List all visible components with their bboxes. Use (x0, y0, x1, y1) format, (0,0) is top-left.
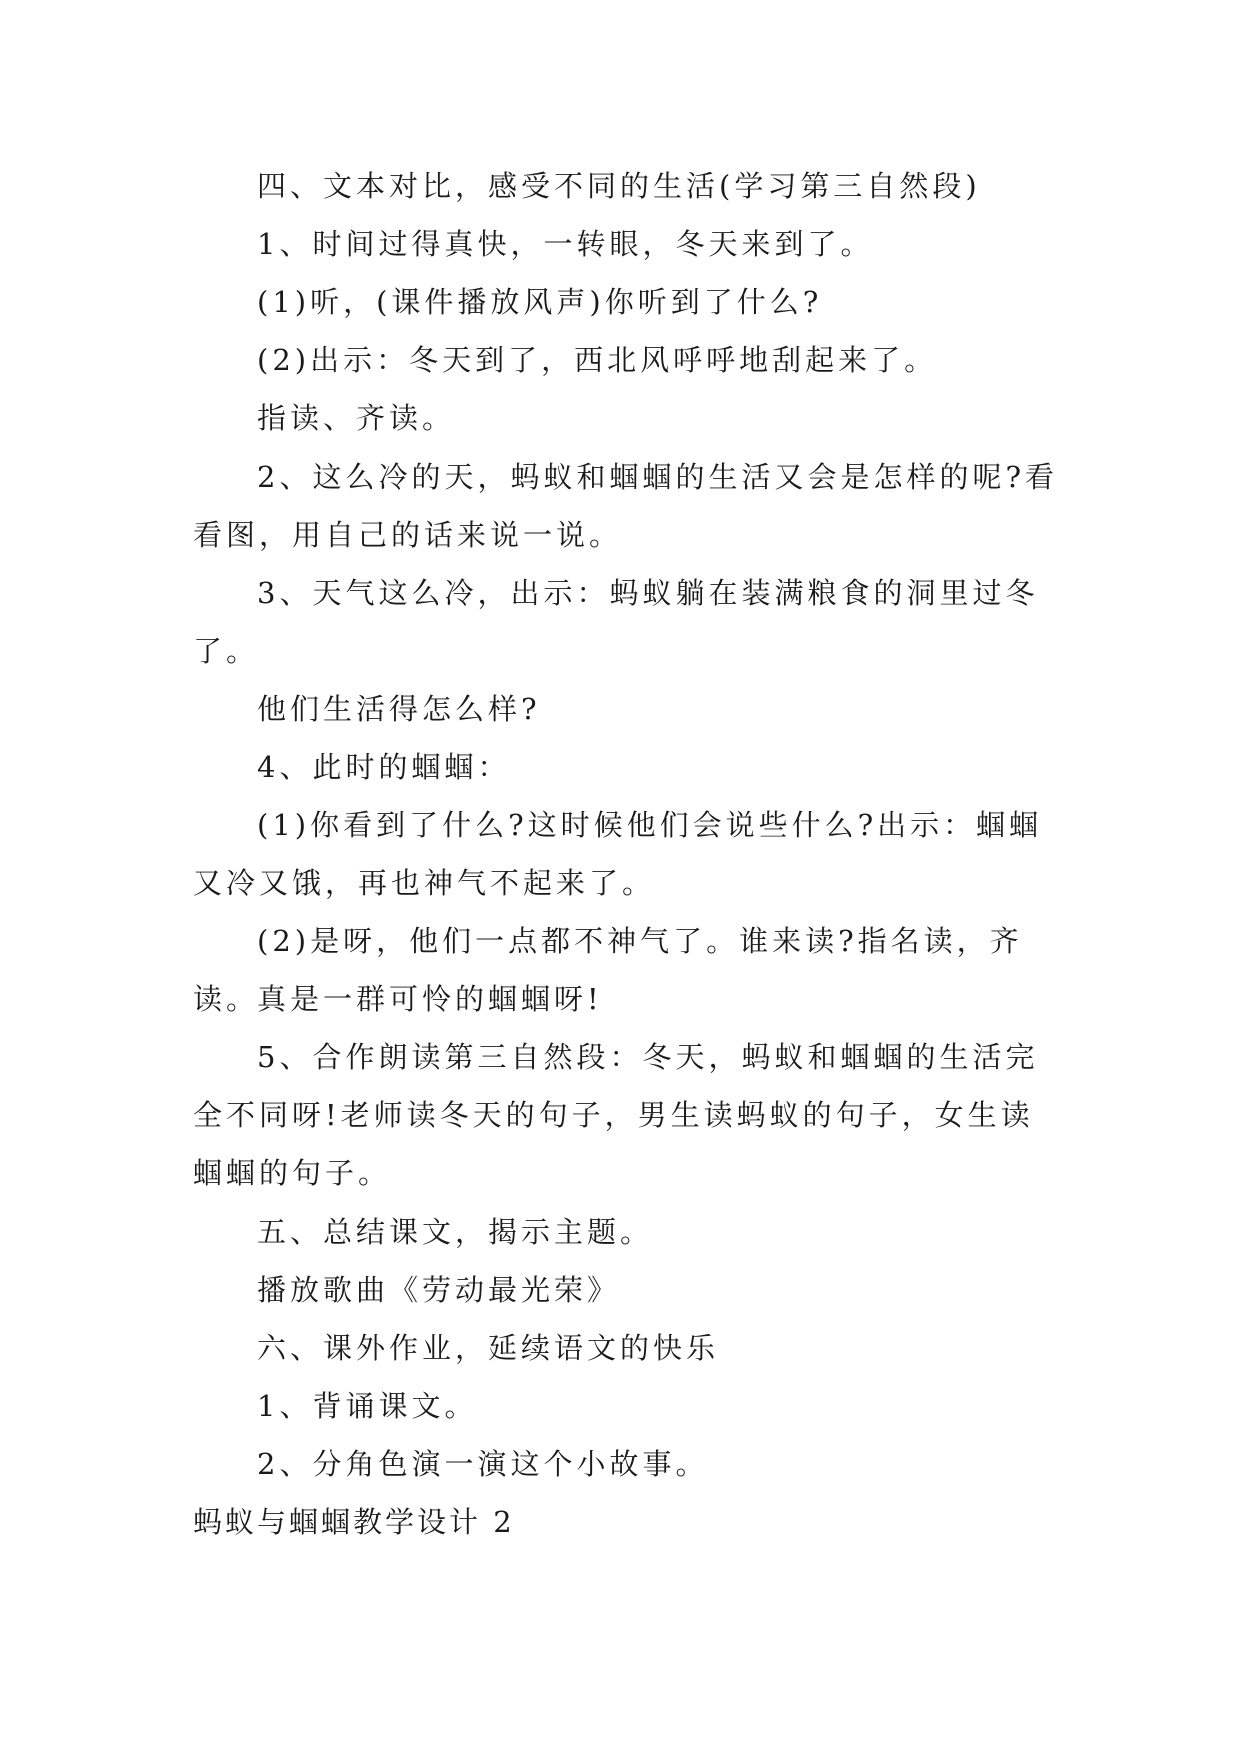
paragraph: (1)你看到了什么?这时候他们会说些什么?出示：蝈蝈又冷又饿，再也神气不起来了。 (193, 808, 1043, 900)
paragraph: 1、时间过得真快，一转眼，冬天来到了。 (257, 227, 874, 261)
paragraph: 4、此时的蝈蝈： (257, 750, 511, 784)
paragraph: (1)听，(课件播放风声)你听到了什么? (257, 285, 823, 319)
paragraph: 3、天气这么冷，出示：蚂蚁躺在装满粮食的洞里过冬了。 (193, 576, 1039, 668)
paragraph: (2)是呀，他们一点都不神气了。谁来读?指名读，齐读。 (193, 924, 1023, 1016)
paragraph: (2)出示：冬天到了，西北风呼呼地刮起来了。 (257, 343, 938, 377)
paragraph: 5、合作朗读第三自然段：冬天，蚂蚁和蝈蝈的生活完全不同呀!老师读冬天的句子，男生读蚂蚁的句子，女生读蝈蝈的句子。 (193, 1040, 1039, 1190)
paragraph: 1、背诵课文。 (257, 1389, 478, 1423)
paragraph: 六、课外作业，延续语文的快乐 (257, 1331, 720, 1365)
paragraph: 真是一群可怜的蝈蝈呀! (257, 982, 603, 1016)
paragraph: 五、总结课文，揭示主题。 (257, 1215, 654, 1249)
paragraph: 2、这么冷的天，蚂蚁和蝈蝈的生活又会是怎样的呢?看看图，用自己的话来说一说。 (193, 460, 1058, 552)
paragraph: 指读、齐读。 (257, 401, 456, 435)
paragraph: 四、文本对比，感受不同的生活(学习第三自然段) (257, 169, 981, 203)
paragraph: 2、分角色演一演这个小故事。 (257, 1447, 709, 1481)
paragraph: 他们生活得怎么样? (257, 692, 541, 726)
paragraph: 播放歌曲《劳动最光荣》 (257, 1273, 621, 1307)
section-title: 蚂蚁与蝈蝈教学设计 2 (193, 1505, 515, 1539)
